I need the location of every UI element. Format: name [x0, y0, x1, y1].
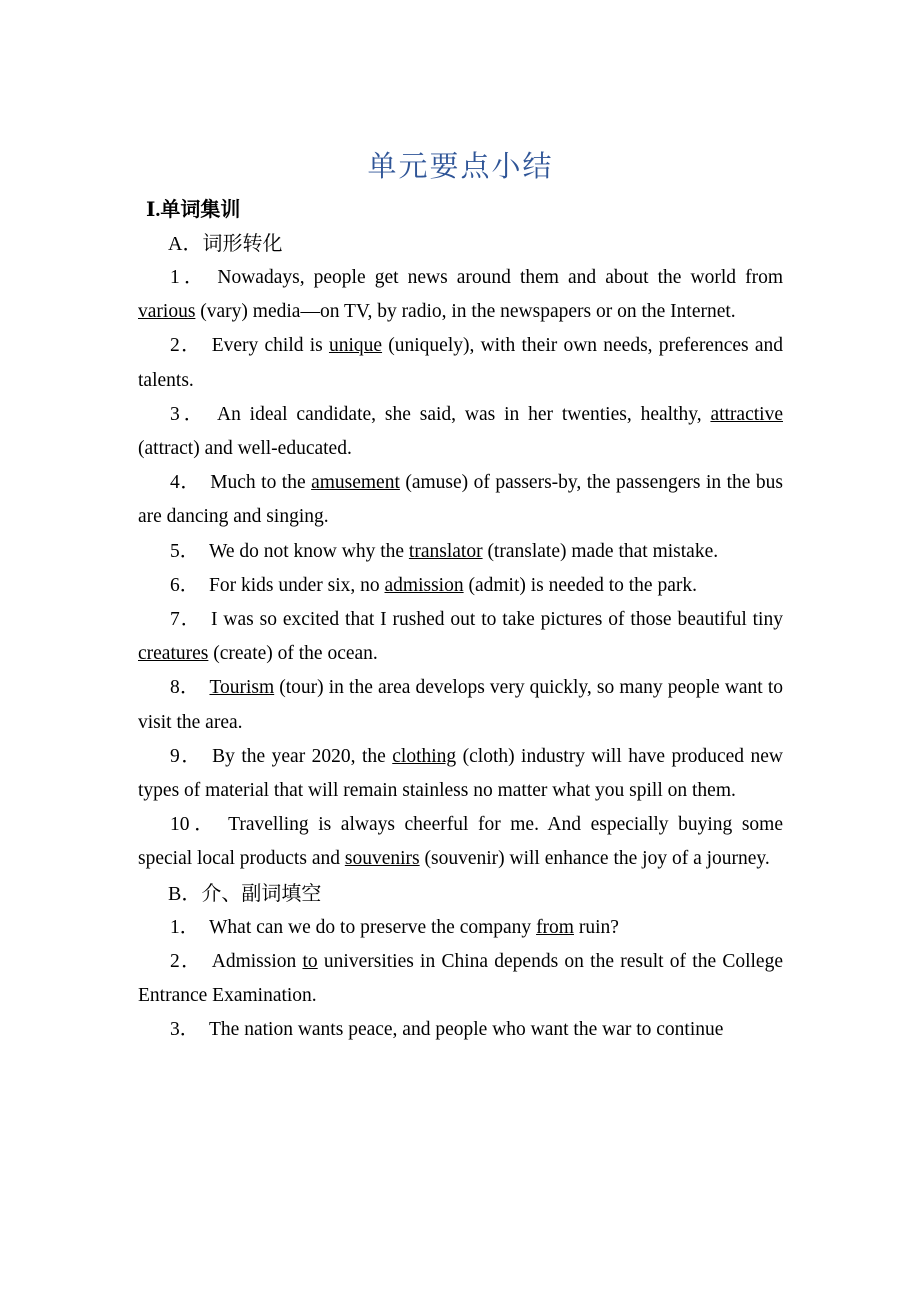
- item-text: ruin?: [573, 916, 619, 938]
- item-number: 3．: [170, 403, 217, 425]
- answer-word: unique: [328, 335, 383, 357]
- document-body: [138, 183, 783, 1047]
- item-text: universities in China depends on the result of the College Entrance Examination.: [138, 950, 783, 1007]
- item-number: 7．: [170, 609, 212, 631]
- page-title: 单元要点小结: [367, 149, 554, 183]
- item-text: I was so excited that I rushed out to take pictures of those beautiful tiny: [211, 609, 783, 631]
- item-text: Every child is: [211, 335, 329, 357]
- item-text: Admission: [211, 950, 303, 972]
- answer-word: from: [536, 916, 574, 938]
- item-text: Travelling is always cheerful for me. And especially buying some special local products and: [138, 814, 783, 870]
- item-number: 1．: [170, 267, 218, 288]
- exercise-item: [138, 329, 783, 397]
- item-number: 9．: [170, 745, 213, 767]
- exercise-item: [138, 398, 783, 466]
- subsection-heading: A．词形转化: [168, 233, 283, 255]
- subsection-heading: B．介、副词填空: [168, 882, 322, 905]
- item-number: 5．: [170, 540, 210, 562]
- item-text: Nowadays, people get news around them and about the world from: [217, 267, 783, 288]
- item-number: 6．: [170, 574, 210, 596]
- answer-word: clothing: [392, 745, 457, 767]
- exercise-item: [138, 911, 783, 945]
- item-text: The nation wants peace, and people who want the war to continue: [209, 1019, 724, 1041]
- exercise-item: [138, 671, 783, 739]
- item-number: 4．: [170, 472, 211, 494]
- item-text: (attract) and well-educated.: [138, 438, 352, 460]
- answer-word: souvenirs: [344, 848, 420, 870]
- item-text: For kids under six, no: [209, 574, 385, 596]
- item-number: 2．: [170, 335, 212, 357]
- item-number: 1．: [170, 916, 210, 938]
- answer-word: creatures: [138, 643, 209, 665]
- item-text: (souvenir) will enhance the joy of a journey.: [419, 848, 770, 870]
- answer-word: attractive: [710, 403, 783, 425]
- item-text: (create) of the ocean.: [208, 643, 378, 665]
- item-text: Much to the: [210, 472, 312, 494]
- exercise-item: [138, 261, 783, 329]
- item-text: We do not know why the: [209, 540, 409, 562]
- exercise-item: [138, 808, 783, 876]
- item-text: By the year 2020, the: [212, 745, 393, 767]
- answer-word: admission: [384, 574, 464, 596]
- item-text: (vary) media—on TV, by radio, in the newspapers or on the Internet.: [195, 301, 736, 323]
- answer-word: Tourism: [209, 677, 275, 699]
- exercise-item: [138, 603, 783, 671]
- item-number: 10．: [170, 814, 229, 836]
- item-text: What can we do to preserve the company: [209, 916, 537, 938]
- item-text: (amuse) of passers-by, the passengers in the bus are dancing and singing.: [138, 472, 783, 528]
- item-text: (uniquely), with their own needs, preferences and talents.: [138, 335, 783, 391]
- answer-word: to: [302, 950, 318, 972]
- item-number: 3．: [170, 1019, 210, 1041]
- answer-word: translator: [408, 540, 483, 562]
- item-text: (admit) is needed to the park.: [463, 574, 697, 596]
- exercise-item: [138, 945, 783, 1013]
- item-text: (tour) in the area develops very quickly, so many people want to visit the area.: [138, 677, 783, 733]
- item-text: (cloth) industry will have produced new types of material that will remain stainless no matter what you spill on them.: [138, 745, 783, 802]
- answer-word: amusement: [311, 472, 400, 494]
- exercise-item: [138, 569, 783, 603]
- exercise-item: [138, 1013, 783, 1047]
- item-text: (translate) made that mistake.: [482, 540, 719, 562]
- section-heading: Ⅰ.单词集训: [146, 199, 241, 221]
- item-text: An ideal candidate, she said, was in her twenties, healthy,: [216, 403, 711, 425]
- exercise-item: [138, 535, 783, 569]
- page-content: [138, 0, 783, 1047]
- exercise-item: [138, 466, 783, 534]
- item-number: 8．: [170, 677, 210, 699]
- item-number: 2．: [170, 950, 212, 972]
- exercise-item: [138, 740, 783, 808]
- answer-word: various: [138, 301, 196, 323]
